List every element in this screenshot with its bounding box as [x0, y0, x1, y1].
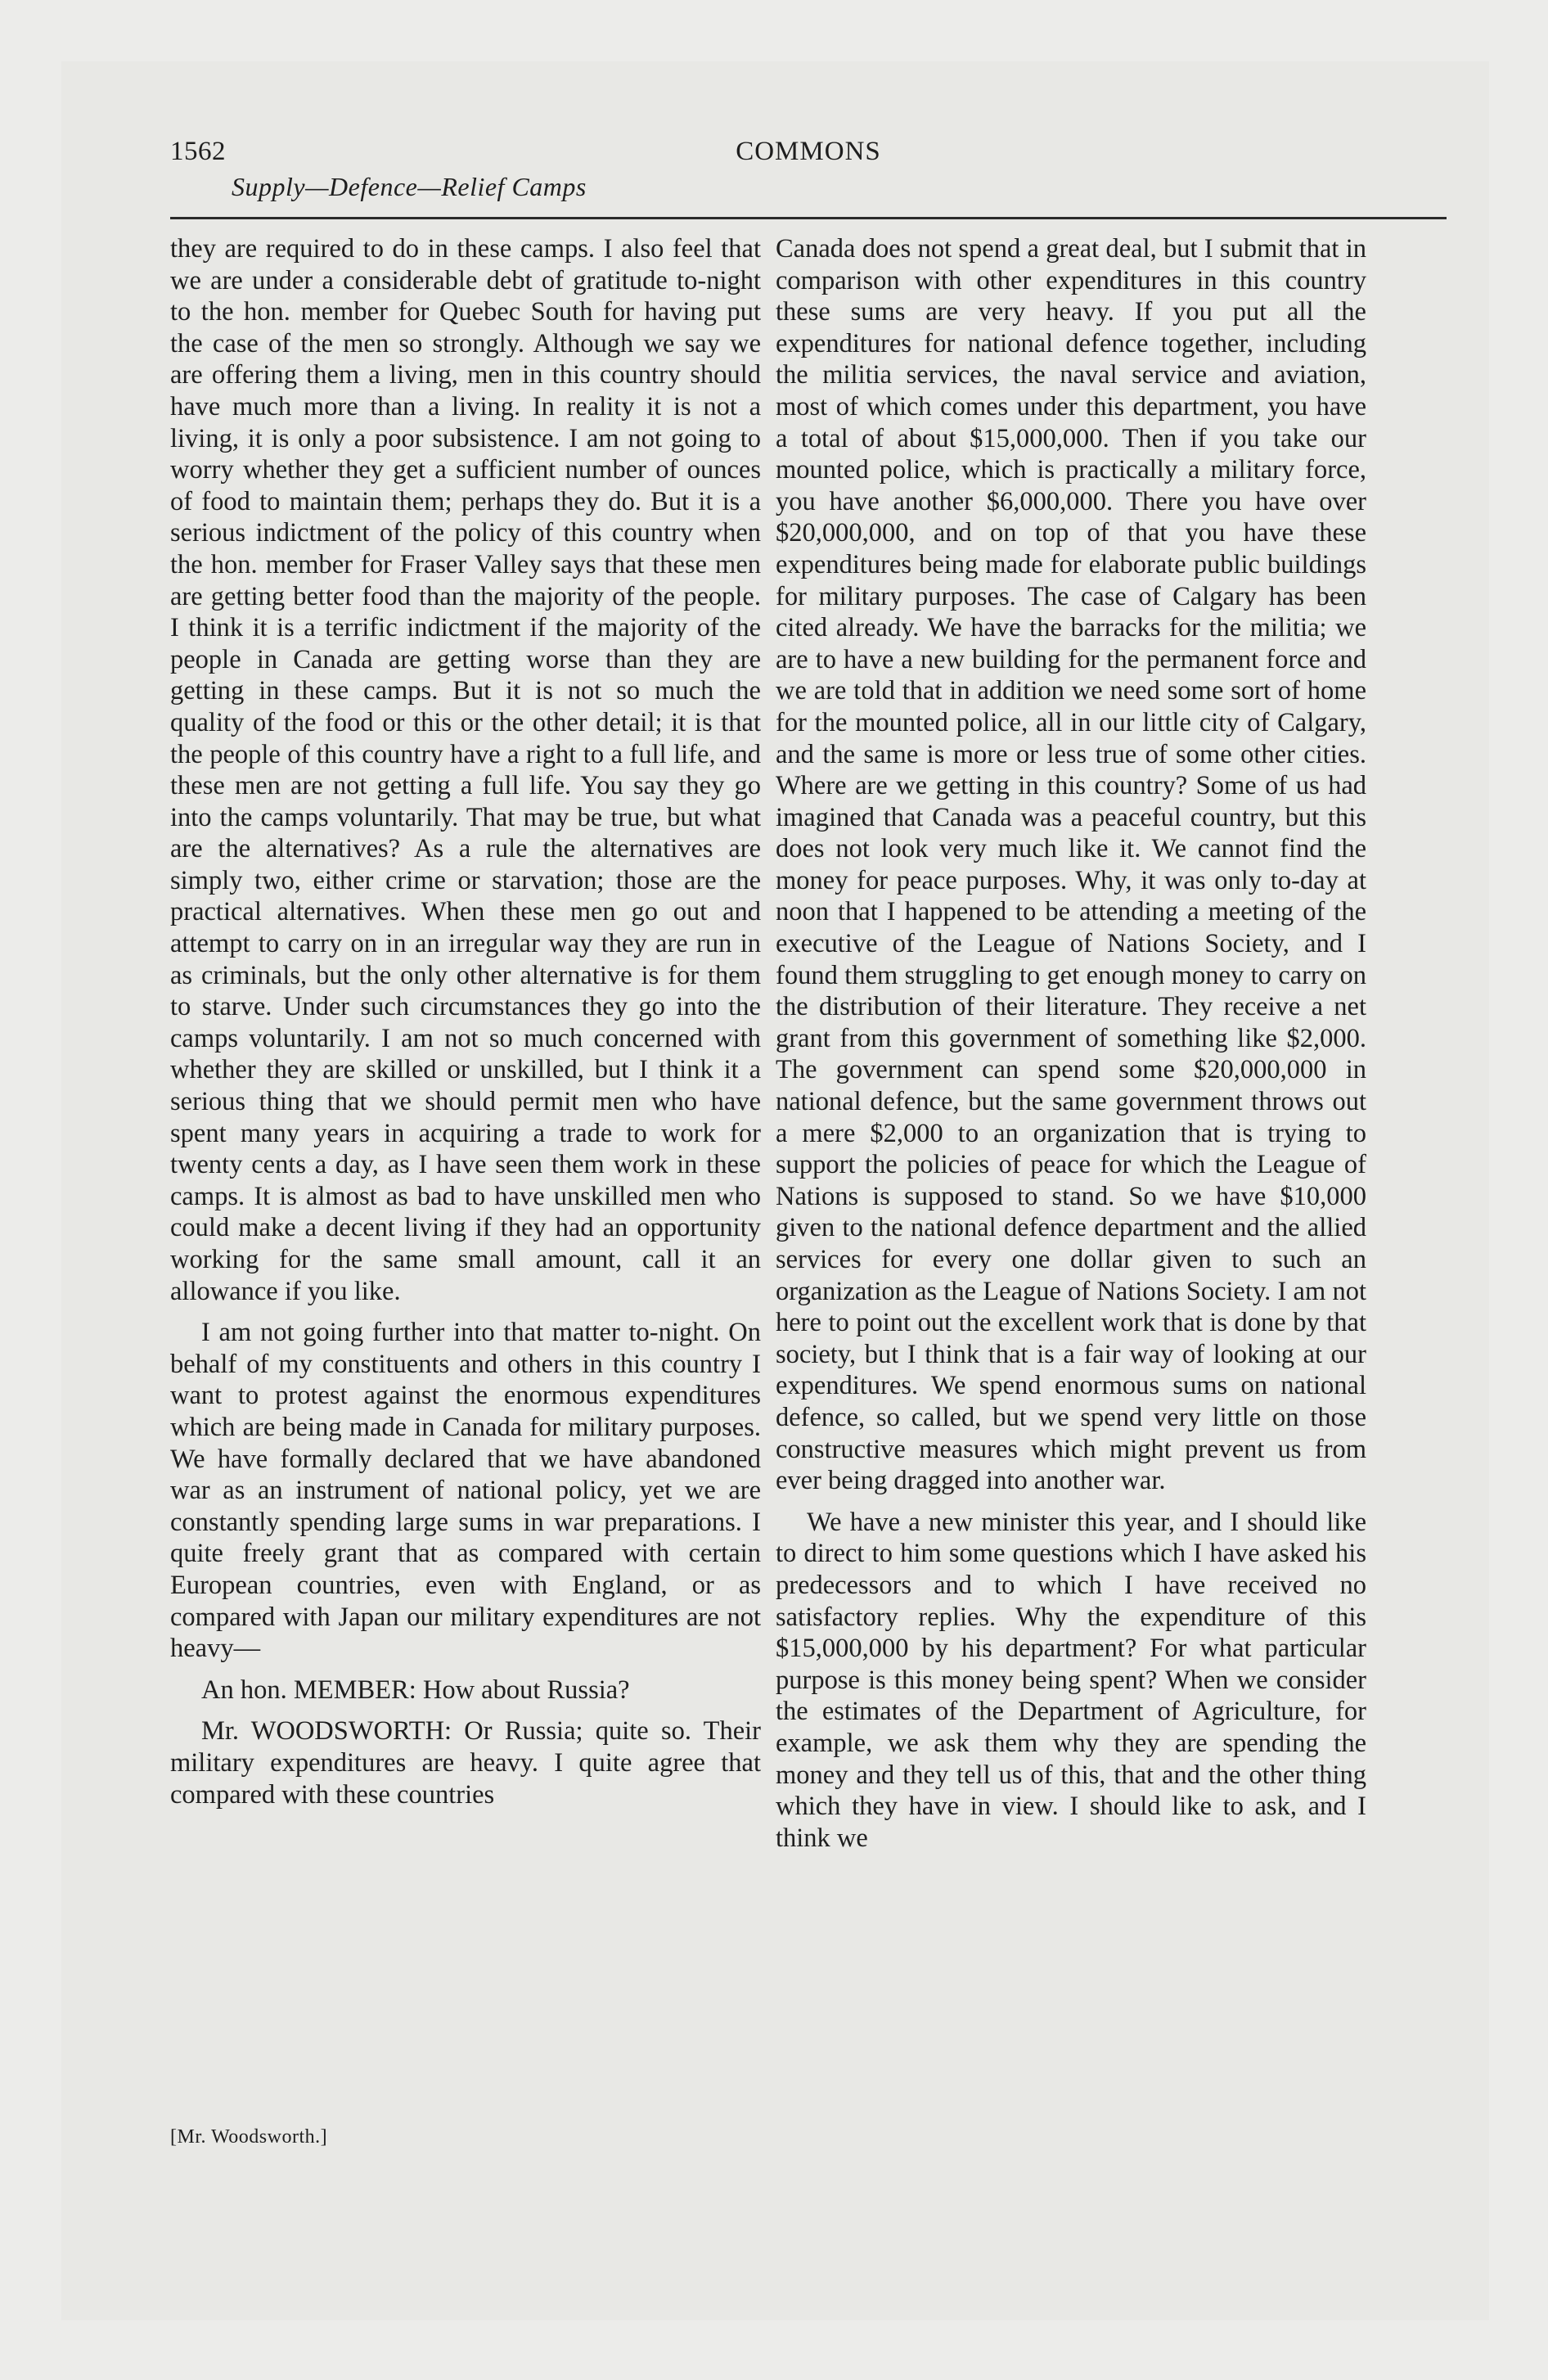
- paragraph: We have a new minister this year, and I should like to direct to him some questions which I have asked his predecessors and to which I have received no satisfactory replies. Why the expenditure of this $15,000,000 by his department? For what particular purpose is this money being spent? When we consider the estimates of the Department of Agriculture, for example, we ask them why they are spending the money and they tell us of this, that and the other thing which they have in view. I should like to ask, and I think we: [776, 1507, 1366, 1853]
- hansard-page: [61, 61, 1489, 2320]
- section-title: Supply—Defence—Relief Camps: [232, 172, 587, 201]
- paragraph: An hon. MEMBER: How about Russia?: [201, 1675, 630, 1705]
- page-number: 1562: [170, 137, 226, 166]
- speaker-note: [Mr. Woodsworth.]: [170, 2126, 328, 2148]
- paragraph: Mr. WOODSWORTH: Or Russia; quite so. Their military expenditures are heavy. I quite agree that compared with these countries: [170, 1716, 761, 1810]
- page-header: [170, 137, 1447, 210]
- paragraph: I am not going further into that matter to-night. On behalf of my constituents and others in this country I want to protest against the enormous expenditures which are being made in Canada for military purposes. We have formally declared that we have abandoned war as an instrument of national policy, yet we are constantly spending large sums in war preparations. I quite freely grant that as compared with certain European countries, even with England, or as compared with Japan our military expenditures are not heavy—: [170, 1318, 761, 1664]
- running-title: COMMONS: [736, 137, 881, 166]
- paragraph: Canada does not spend a great deal, but I submit that in comparison with other expenditures in this country these sums are very heavy. If you put all the expenditures for national defence together, including the militia services, the naval service and aviation, most of which comes under this department, you have a total of about $15,000,000. Then if you take our mounted police, which is practically a military force, you have another $6,000,000. There you have over $20,000,000, and on top of that you have these expenditures being made for elaborate public buildings for military purposes. The case of Calgary has been cited already. We have the barracks for the militia; we are to have a new building for the permanent force and we are told that in addition we need some sort of home for the mounted police, all in our little city of Calgary, and the same is more or less true of some other cities. Where are we getting in this country? Some of us had imagined that Canada was a peaceful country, but this does not look very much like it. We cannot find the money for peace purposes. Why, it was only to-day at noon that I happened to be attending a meeting of the executive of the League of Nations Society, and I found them struggling to get enough money to carry on the distribution of their literature. They receive a net grant from this government of something like $2,000. The government can spend some $20,000,000 in national defence, but the same government throws out a mere $2,000 to an organization that is trying to support the policies of peace for which the League of Nations is supposed to stand. So we have $10,000 given to the national defence department and the allied services for every one dollar given to such an organization as the League of Nations Society. I am not here to point out the excellent work that is done by that society, but I think that is a fair way of looking at our expenditures. We spend enormous sums on national defence, so called, but we spend very little on those constructive measures which might prevent us from ever being dragged into another war.: [776, 234, 1366, 1496]
- paragraph: they are required to do in these camps. I also feel that we are under a considerable debt of gratitude to-night to the hon. member for Quebec South for having put the case of the men so strongly. Although we say we are offering them a living, men in this country should have much more than a living. In reality it is not a living, it is only a poor subsistence. I am not going to worry whether they get a sufficient number of ounces of food to maintain them; perhaps they do. But it is a serious indictment of the policy of this country when the hon. member for Fraser Valley says that these men are getting better food than the majority of the people. I think it is a terrific indictment if the majority of the people in Canada are getting worse than they are getting in these camps. But it is not so much the quality of the food or this or the other detail; it is that the people of this country have a right to a full life, and these men are not getting a full life. You say they go into the camps voluntarily. That may be true, but what are the alternatives? As a rule the alternatives are simply two, either crime or starvation; those are the practical alternatives. When these men go out and attempt to carry on in an irregular way they are run in as criminals, but the only other alternative is for them to starve. Under such circumstances they go into the camps voluntarily. I am not so much concerned with whether they are skilled or unskilled, but I think it a serious thing that we should permit men who have spent many years in acquiring a trade to work for twenty cents a day, as I have seen them work in these camps. It is almost as bad to have unskilled men who could make a decent living if they had an opportunity working for the same small amount, call it an allowance if you like.: [170, 234, 761, 1306]
- left-column: [170, 233, 761, 1810]
- right-column: [776, 233, 1366, 1854]
- header-rule: [170, 217, 1447, 219]
